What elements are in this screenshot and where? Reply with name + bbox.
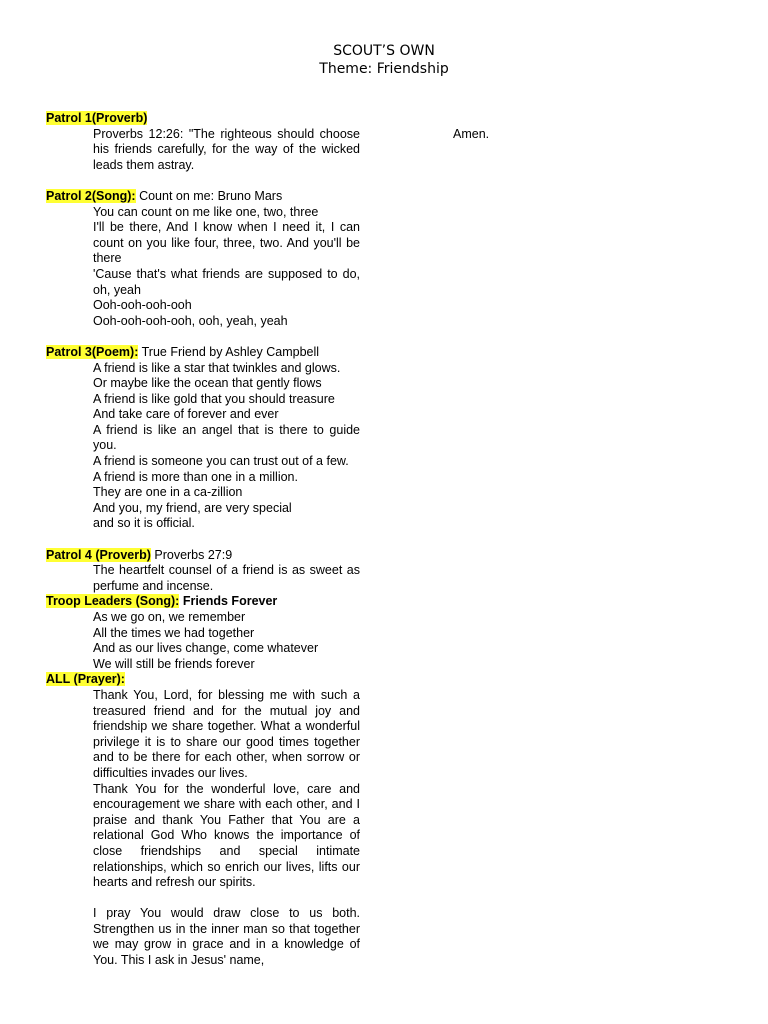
patrol-3-line: A friend is someone you can trust out of a few. [93, 454, 349, 469]
patrol-3-label: Patrol 3(Poem): [46, 344, 139, 359]
patrol-3-line: They are one in a ca-zillion [93, 485, 243, 500]
all-prayer-label: ALL (Prayer): [46, 672, 125, 687]
patrol-3-heading [46, 345, 360, 361]
patrol-4-label: Patrol 4 (Proverb) [46, 547, 151, 562]
troop-leaders-line: And as our lives change, come whatever [93, 641, 319, 656]
patrol-3-line: A friend is like gold that you should treasure [93, 391, 335, 406]
patrol-1-heading [46, 111, 360, 127]
left-column [46, 111, 360, 969]
right-column [453, 127, 489, 143]
patrol-4-body [93, 563, 360, 594]
troop-leaders-body [93, 610, 360, 672]
prayer-paragraph: Thank You for the wonderful love, care and encouragement we share with each other, and I praise and thank You Father that You are a relational God Who knows the importance of close friendships and special intimate relationships, which so enrich our lives, lifts our hearts and refresh our spirits. [93, 781, 360, 890]
patrol-3-line: A friend is like a star that twinkles and glows. [93, 360, 341, 375]
document-theme: Theme: Friendship [319, 60, 449, 77]
patrol-1-body [93, 127, 360, 174]
patrol-4-title: Proverbs 27:9 [150, 547, 233, 562]
patrol-2-label: Patrol 2(Song): [46, 188, 136, 203]
all-prayer-body [93, 688, 360, 969]
troop-leaders-line: We will still be friends forever [93, 656, 255, 671]
patrol-3-line: Or maybe like the ocean that gently flows [93, 376, 322, 391]
patrol-2-line: Ooh-ooh-ooh-ooh [93, 298, 192, 313]
troop-leaders-line: All the times we had together [93, 625, 255, 640]
prayer-paragraph: I pray You would draw close to us both. Strengthen us in the inner man so that together we may grow in grace and in a knowledge of You. This I ask in Jesus' name, [93, 906, 360, 968]
patrol-1-line: Proverbs 12:26: "The righteous should choose his friends carefully, for the way of the wicked leads them astray. [93, 126, 360, 172]
patrol-3-line: And you, my friend, are very special [93, 500, 292, 515]
patrol-2-heading [46, 189, 360, 205]
patrol-3-line: and so it is official. [93, 516, 195, 531]
troop-leaders-line: As we go on, we remember [93, 610, 246, 624]
document-header [0, 43, 768, 78]
patrol-4-heading [46, 548, 360, 564]
document-title: SCOUT’S OWN [333, 43, 435, 59]
patrol-2-line: You can count on me like one, two, three [93, 204, 319, 219]
patrol-2-body [93, 205, 360, 330]
patrol-1-label: Patrol 1(Proverb) [46, 111, 148, 125]
patrol-3-line: And take care of forever and ever [93, 407, 279, 422]
patrol-2-line: 'Cause that's what friends are supposed to do, oh, yeah [93, 266, 360, 297]
patrol-3-body [93, 361, 360, 533]
troop-leaders-heading [46, 594, 360, 610]
troop-leaders-label: Troop Leaders (Song): [46, 594, 180, 609]
patrol-4-line: The heartfelt counsel of a friend is as sweet as perfume and incense. [93, 563, 360, 593]
patrol-3-line: A friend is more than one in a million. [93, 469, 298, 484]
amen-text: Amen. [453, 127, 490, 141]
patrol-2-line: I'll be there, And I know when I need it, I can count on you like four, three, two. And you'll be there [93, 220, 360, 266]
prayer-paragraph: Thank You, Lord, for blessing me with such a treasured friend and for the mutual joy and friendship we share together. What a wonderful privilege it is to share our good times together and to be there for each other, when sorrow or difficulties invades our lives. [93, 687, 360, 780]
all-prayer-heading [46, 672, 360, 688]
patrol-3-line: A friend is like an angel that is there to guide you. [93, 422, 360, 453]
patrol-3-title: True Friend by Ashley Campbell [138, 344, 320, 359]
patrol-2-line: Ooh-ooh-ooh-ooh, ooh, yeah, yeah [93, 313, 288, 328]
patrol-2-title: Count on me: Bruno Mars [135, 188, 283, 203]
troop-leaders-title: Friends Forever [179, 594, 278, 609]
